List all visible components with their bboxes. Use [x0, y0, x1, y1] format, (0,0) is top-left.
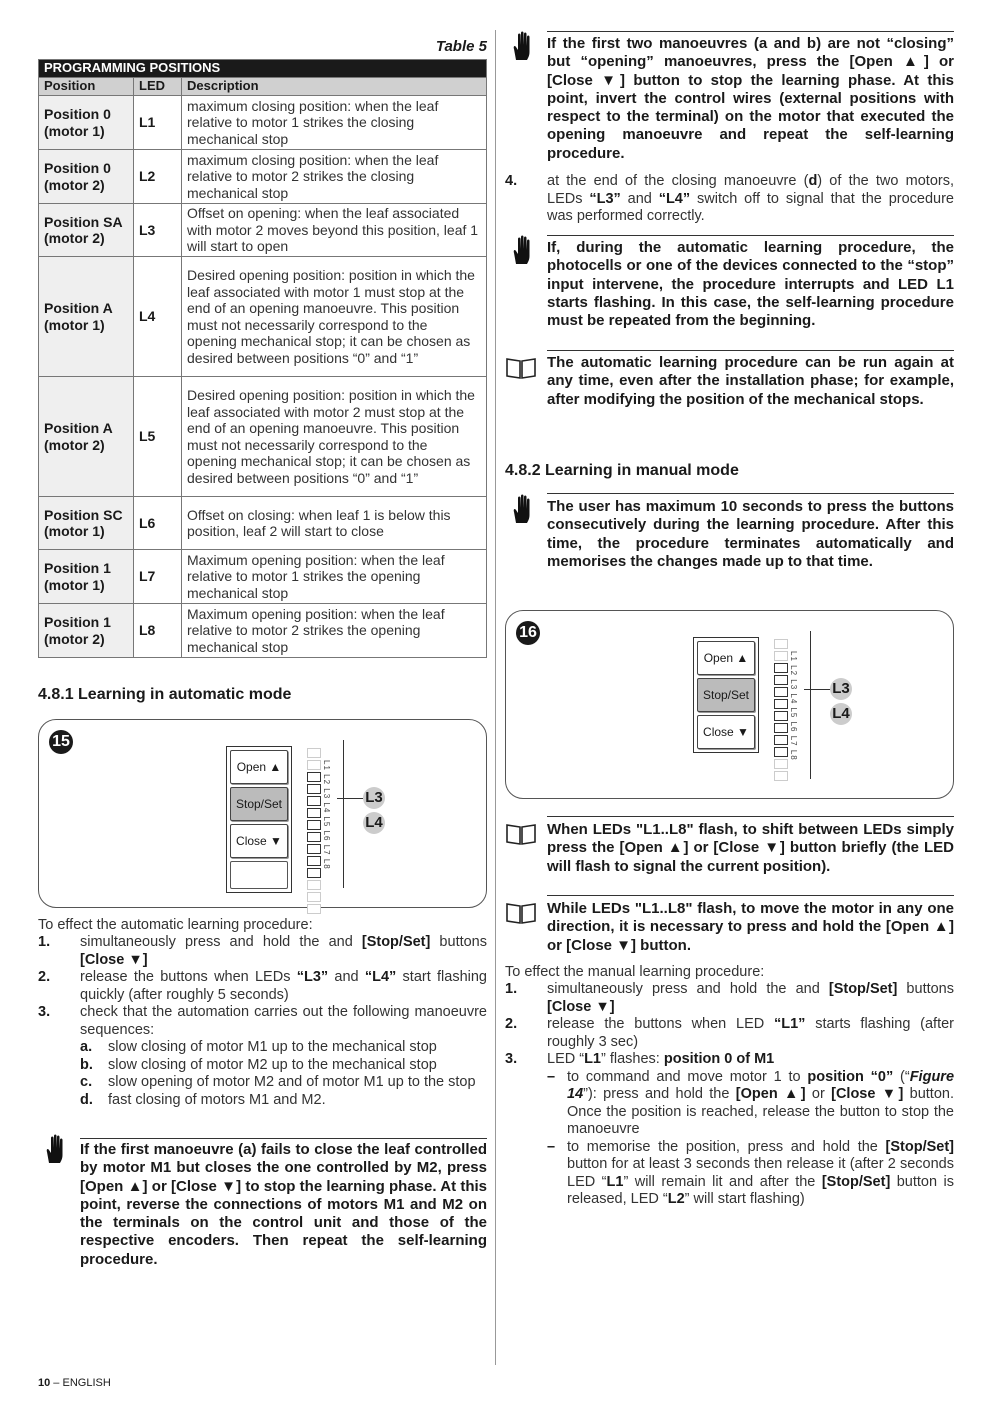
cell-description: Offset on closing: when leaf 1 is below this position, leaf 2 will start to close — [182, 497, 487, 550]
step-bold: [Stop/Set] — [885, 1138, 954, 1155]
note-rule — [547, 895, 954, 896]
step-text: ) of the two motors, LEDs — [547, 173, 954, 207]
step-text: or — [805, 1086, 832, 1102]
close-button[interactable]: Close ▼ — [697, 715, 755, 749]
led-labels: L1 L2 L3 L4 L5 L6 L7 L8 — [322, 760, 331, 870]
step-number: 3. — [38, 1004, 51, 1020]
stop-set-button[interactable]: Stop/Set — [697, 678, 755, 712]
note-rule — [547, 816, 954, 817]
led-indicator — [774, 759, 788, 769]
info-book-icon — [505, 901, 537, 925]
info-text: When LEDs "L1..L8" flash, to shift between LEDs simply press the [Open ▲] or [Close ▼] button briefly (the LED will flash to signal the current position). — [547, 821, 954, 875]
led-indicator — [774, 663, 788, 673]
cell-position: Position 0 (motor 2) — [39, 150, 134, 204]
page-number: 10 — [38, 1377, 51, 1389]
step-text: release the buttons when LEDs — [80, 969, 297, 985]
step-text: simultaneously press and hold the and — [547, 981, 829, 997]
led-strip — [307, 748, 321, 916]
cell-position: Position A (motor 1) — [39, 257, 134, 377]
callout-l3: L3 — [830, 678, 852, 700]
step-text: ” flashes: — [601, 1051, 664, 1067]
step-number: 2. — [38, 969, 51, 985]
cell-led: L3 — [134, 204, 182, 257]
cell-description: Desired opening position: position in which the leaf associated with motor 2 must stop at the end of an opening manoeuvre. This position must not necessarily correspond to the opening mechanical stop; it can be chosen as desired between positions “0” and “1” — [182, 377, 487, 497]
list-subitem — [80, 1057, 487, 1075]
led-indicator — [307, 856, 321, 866]
cell-description: maximum closing position: when the leaf relative to motor 1 strikes the closing mechanical stop — [182, 96, 487, 150]
step-text: buttons — [430, 934, 487, 950]
step-bold: L1 — [606, 1173, 624, 1190]
step-bold: [Close ▼] — [547, 998, 615, 1015]
dash-marker: – — [547, 1068, 556, 1085]
section-heading-4-8-1: 4.8.1 Learning in automatic mode — [38, 686, 292, 703]
led-labels: L1 L2 L3 L4 L5 L6 L7 L8 — [789, 651, 798, 761]
list-item — [505, 1016, 954, 1051]
cell-led: L6 — [134, 497, 182, 550]
list-subitem — [80, 1039, 487, 1057]
led-indicator — [307, 880, 321, 890]
step-text: to command and move motor 1 to — [567, 1068, 808, 1085]
step-text: (“ — [893, 1068, 910, 1085]
list-subitem — [547, 1139, 954, 1209]
open-button[interactable]: Open ▲ — [230, 750, 288, 784]
close-button[interactable]: Close ▼ — [230, 824, 288, 858]
figure-number: 16 — [516, 621, 540, 645]
cell-led: L7 — [134, 550, 182, 604]
control-panel — [693, 637, 759, 753]
step-text: ”): press and hold the — [583, 1086, 736, 1102]
table-row — [39, 204, 487, 257]
led-strip — [774, 639, 788, 783]
footer-separator: – — [50, 1377, 63, 1389]
manual-steps — [505, 981, 954, 1209]
cell-description: Maximum opening position: when the leaf relative to motor 1 strikes the opening mechanical stop — [182, 550, 487, 604]
panel-edge — [810, 631, 811, 779]
figure-reference: Figure 14 — [567, 1068, 955, 1102]
warning-hand-icon — [507, 234, 539, 266]
step-bold: [Open ▲] — [735, 1086, 806, 1102]
info-book-icon — [505, 356, 537, 380]
substep-text: slow closing of motor M2 up to the mechanical stop — [108, 1056, 437, 1073]
step-text: switch off to signal that the procedure was performed correctly. — [547, 190, 954, 224]
led-indicator — [307, 820, 321, 830]
blank-button — [230, 861, 288, 889]
table-row — [39, 150, 487, 204]
cell-led: L8 — [134, 604, 182, 658]
cell-position: Position 1 (motor 1) — [39, 550, 134, 604]
led-indicator — [307, 832, 321, 842]
step-text: ” will remain lit and after the — [623, 1173, 822, 1190]
callout-line — [804, 689, 830, 690]
step-text: start flashing quickly (after roughly 5 seconds) — [80, 969, 487, 1003]
auto-intro: To effect the automatic learning procedure: — [38, 917, 313, 933]
step-bold: d — [808, 173, 818, 189]
led-indicator — [774, 723, 788, 733]
step-text: button. Once the position is reached, release the button to stop the manoeuvre — [567, 1086, 954, 1137]
section-heading-4-8-2: 4.8.2 Learning in manual mode — [505, 462, 739, 479]
auto-steps — [38, 934, 487, 1109]
dash-marker: – — [547, 1138, 556, 1155]
led-indicator — [774, 675, 788, 685]
manual-intro: To effect the manual learning procedure: — [505, 964, 765, 980]
led-indicator — [307, 748, 321, 758]
step-bold: “L3” — [296, 969, 329, 985]
note-rule — [80, 1138, 487, 1139]
led-indicator — [774, 711, 788, 721]
step-bold: [Stop/Set] — [361, 934, 431, 950]
cell-description: Offset on opening: when the leaf associated with motor 2 moves beyond this position, leaf 1 will start to open — [182, 204, 487, 257]
step-bold: [Close ▼] — [80, 951, 148, 968]
note-rule — [547, 31, 954, 32]
led-indicator — [774, 747, 788, 757]
warning-text: If the first manoeuvre (a) fails to close the leaf controlled by motor M1 but closes the one controlled by M2, press [Open ▲] or [Close ▼] to stop the learning phase. At this point, reverse the connections of motors M1 and M2 on the terminals on the control unit and those of the respective encoders. Then repeat the self-learning procedure. — [80, 1141, 487, 1268]
step-text: check that the automation carries out the following manoeuvre sequences: — [80, 1004, 487, 1038]
step-4 — [505, 173, 954, 226]
led-indicator — [774, 687, 788, 697]
cell-position: Position 0 (motor 1) — [39, 96, 134, 150]
led-indicator — [307, 760, 321, 770]
cell-position: Position SC (motor 1) — [39, 497, 134, 550]
note-rule — [547, 350, 954, 351]
table-title: PROGRAMMING POSITIONS — [39, 60, 487, 78]
led-indicator — [307, 844, 321, 854]
step-number: 1. — [38, 934, 51, 950]
led-indicator — [307, 808, 321, 818]
step-bold: [Stop/Set] — [821, 1173, 891, 1190]
step-bold: position “0” — [807, 1068, 894, 1085]
step-number: 4. — [505, 173, 518, 189]
cell-description: Desired opening position: position in which the leaf associated with motor 1 must stop at the end of an opening manoeuvre. This position must not necessarily correspond to the opening mechanical stop; it can be chosen as desired between positions “0” and “1” — [182, 257, 487, 377]
cell-position: Position A (motor 2) — [39, 377, 134, 497]
open-button[interactable]: Open ▲ — [697, 641, 755, 675]
step-text: buttons — [897, 981, 954, 997]
cell-led: L1 — [134, 96, 182, 150]
note-rule — [547, 235, 954, 236]
callout-l3: L3 — [363, 787, 385, 809]
step-number: 2. — [505, 1016, 518, 1032]
step-bold: position 0 of M1 — [663, 1051, 775, 1067]
step-bold: L1 — [584, 1051, 601, 1067]
col-header-led: LED — [134, 78, 182, 96]
led-indicator — [307, 796, 321, 806]
warning-text: The user has maximum 10 seconds to press the buttons consecutively during the learning procedure. After this time, the procedure terminates automatically and memorises the changes made up to that time. — [547, 498, 954, 570]
figure-number: 15 — [49, 730, 73, 754]
led-indicator — [307, 904, 321, 914]
cell-description: maximum closing position: when the leaf relative to motor 2 strikes the closing mechanical stop — [182, 150, 487, 204]
table-row — [39, 96, 487, 150]
stop-set-button[interactable]: Stop/Set — [230, 787, 288, 821]
cell-position: Position 1 (motor 2) — [39, 604, 134, 658]
step-bold: “L4” — [364, 969, 397, 985]
led-indicator — [774, 651, 788, 661]
programming-positions-table — [38, 59, 487, 658]
led-indicator — [774, 735, 788, 745]
table-row — [39, 550, 487, 604]
cell-led: L2 — [134, 150, 182, 204]
column-divider — [495, 30, 496, 1365]
info-text: The automatic learning procedure can be run again at any time, even after the installation phase; for example, after modifying the position of the mechanical stops. — [547, 354, 954, 408]
substep-letter: b. — [80, 1056, 93, 1073]
led-indicator — [774, 771, 788, 781]
step-number: 1. — [505, 981, 518, 997]
warning-hand-icon — [507, 493, 539, 525]
step-bold: “L3” — [589, 190, 621, 207]
substep-letter: c. — [80, 1074, 93, 1090]
info-text: While LEDs "L1..L8" flash, to move the motor in any one direction, it is necessary to press and hold the [Open ▲] or [Close ▼] button. — [547, 900, 954, 954]
step-text: ” will start flashing) — [684, 1191, 805, 1207]
warning-hand-icon — [507, 30, 539, 62]
table-row — [39, 604, 487, 658]
cell-description: Maximum opening position: when the leaf relative to motor 2 strikes the opening mechanical stop — [182, 604, 487, 658]
step-bold: [Close ▼] — [831, 1086, 904, 1102]
callout-line — [337, 798, 363, 799]
step-text: button is released, LED “ — [567, 1173, 954, 1207]
callout-l4: L4 — [830, 703, 852, 725]
info-book-icon — [505, 822, 537, 846]
cell-led: L4 — [134, 257, 182, 377]
warning-text: If, during the automatic learning procedure, the photocells or one of the devices connected to the “stop” input intervene, the procedure interrupts and LED L1 starts flashing. In this case, the self-learning procedure must be repeated from the beginning. — [547, 239, 954, 330]
step-text: simultaneously press and hold the and — [80, 934, 362, 950]
step-bold: “L1” — [774, 1016, 806, 1032]
step-text: at the end of the closing manoeuvre ( — [547, 173, 809, 189]
substep-text: slow closing of motor M1 up to the mechanical stop — [108, 1039, 437, 1055]
step-number: 3. — [505, 1051, 518, 1067]
led-indicator — [307, 784, 321, 794]
step-text: to memorise the position, press and hold the — [567, 1138, 886, 1155]
list-subitem — [80, 1092, 487, 1110]
step-text: and — [328, 969, 365, 985]
list-item — [505, 981, 954, 1016]
table-row — [39, 497, 487, 550]
step-text: button for at least 3 seconds then release it (after 2 seconds LED “ — [567, 1156, 954, 1190]
warning-text: If the first two manoeuvres (a and b) are not “closing” but “opening” manoeuvres, press the [Open ▲] or [Close ▼] button to stop the learning phase. At this point, invert the control wires (external positions with respect to the terminal) on the motor that executed the opening manoeuvre and repeat the self-learning procedure. — [547, 35, 954, 162]
substep-letter: a. — [80, 1039, 93, 1055]
warning-hand-icon — [40, 1133, 72, 1165]
figure-15 — [38, 719, 487, 908]
control-panel — [226, 746, 292, 893]
note-rule — [547, 493, 954, 494]
list-item — [38, 934, 487, 969]
cell-led: L5 — [134, 377, 182, 497]
table-row — [39, 257, 487, 377]
list-item — [38, 969, 487, 1004]
step-bold: [Stop/Set] — [828, 981, 898, 997]
step-text: release the buttons when LED — [547, 1016, 774, 1032]
led-indicator — [774, 699, 788, 709]
substep-text: slow opening of motor M2 and of motor M1 up to the stop — [108, 1074, 476, 1090]
led-indicator — [774, 639, 788, 649]
substep-text: fast closing of motors M1 and M2. — [108, 1091, 326, 1108]
step-text: LED “ — [547, 1051, 585, 1067]
step-bold: “L4” — [658, 190, 691, 207]
col-header-description: Description — [182, 78, 487, 96]
list-item — [505, 1051, 954, 1209]
led-indicator — [307, 868, 321, 878]
figure-16 — [505, 610, 954, 799]
step-text: starts flashing (after roughly 3 sec) — [547, 1016, 954, 1050]
footer-language: ENGLISH — [62, 1377, 111, 1389]
col-header-position: Position — [39, 78, 134, 96]
step-bold: L2 — [667, 1191, 685, 1207]
table-row — [39, 377, 487, 497]
step-text: and — [620, 190, 659, 207]
substep-letter: d. — [80, 1091, 93, 1108]
list-subitem — [547, 1069, 954, 1139]
callout-l4: L4 — [363, 812, 385, 834]
led-indicator — [307, 892, 321, 902]
list-item — [38, 1004, 487, 1109]
table-caption: Table 5 — [435, 38, 487, 55]
cell-position: Position SA (motor 2) — [39, 204, 134, 257]
led-indicator — [307, 772, 321, 782]
panel-edge — [343, 740, 344, 888]
list-subitem — [80, 1074, 487, 1092]
page-footer — [38, 1377, 111, 1389]
list-item — [505, 173, 954, 226]
